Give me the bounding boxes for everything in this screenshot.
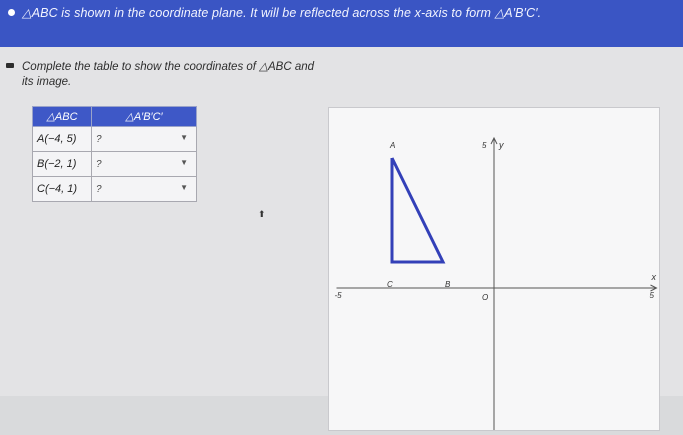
x-min-tick-label: -5 (334, 291, 342, 300)
chevron-down-icon: ▼ (180, 158, 188, 167)
y-max-tick-label: 5 (482, 141, 487, 150)
question-content (0, 47, 683, 396)
vertex-c-label: C (387, 280, 393, 289)
y-axis-label: y (499, 140, 504, 150)
table-row (33, 127, 197, 152)
answer-dropdown-a[interactable] (92, 127, 197, 152)
question-banner (0, 0, 683, 47)
mouse-cursor-icon: ⬆ (258, 209, 266, 219)
part-a (22, 60, 322, 90)
answer-dropdown-b[interactable] (92, 152, 197, 177)
point-a-coordinates: A(−4, 5) (33, 127, 92, 152)
table-row (33, 152, 197, 177)
x-axis-label: x (651, 272, 656, 282)
triangle-abc (392, 158, 443, 262)
bullet-icon (8, 9, 15, 16)
answer-placeholder: ? (96, 184, 102, 195)
point-b-coordinates: B(−2, 1) (33, 152, 92, 177)
x-max-tick-label: 5 (649, 291, 654, 300)
question-text: △ABC is shown in the coordinate plane. It will be reflected across the x-axis to form △A′B′C′. (22, 6, 542, 20)
column-header-image: △A′B′C′ (92, 107, 197, 127)
part-bullet-icon (6, 63, 14, 68)
part-a-instructions: Complete the table to show the coordinates of △ABC and its image. (22, 61, 315, 88)
vertex-a-label: A (390, 141, 396, 150)
column-header-original: △ABC (33, 107, 92, 127)
origin-label: O (482, 293, 489, 302)
point-c-coordinates: C(−4, 1) (33, 177, 92, 202)
vertex-b-label: B (445, 280, 451, 289)
answer-placeholder: ? (96, 134, 102, 145)
coordinate-plane (328, 107, 660, 431)
coordinate-plane-svg (329, 108, 659, 430)
answer-placeholder: ? (96, 159, 102, 170)
chevron-down-icon: ▼ (180, 133, 188, 142)
coordinates-table (32, 106, 197, 202)
table-row (33, 177, 197, 202)
answer-dropdown-c[interactable] (92, 177, 197, 202)
chevron-down-icon: ▼ (180, 183, 188, 192)
